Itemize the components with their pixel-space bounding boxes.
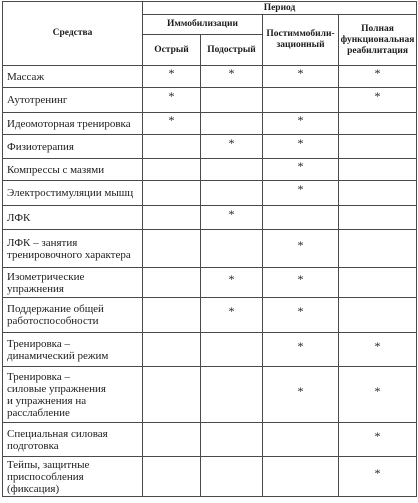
row-label: Тейпы, защитные приспособления (фиксация) bbox=[3, 457, 143, 497]
rehab-table-container bbox=[2, 1, 416, 497]
row-label: Тренировка – силовые упражнения и упражнения на расслабление bbox=[3, 367, 143, 423]
asterisk-mark: * bbox=[374, 383, 381, 398]
header-subacute: Подострый bbox=[201, 35, 263, 66]
asterisk-mark: * bbox=[374, 465, 381, 480]
table-row bbox=[3, 298, 417, 333]
asterisk-mark: * bbox=[228, 65, 235, 80]
mark-cell-post-immobilization bbox=[263, 268, 339, 298]
mark-cell-acute bbox=[143, 66, 201, 88]
header-period: Период bbox=[143, 2, 417, 15]
table-row bbox=[3, 135, 417, 159]
mark-cell-post-immobilization bbox=[263, 298, 339, 333]
mark-cell-acute bbox=[143, 88, 201, 113]
row-label: ЛФК bbox=[3, 206, 143, 230]
mark-cell-full-rehabilitation bbox=[339, 268, 417, 298]
table-row bbox=[3, 268, 417, 298]
asterisk-mark: * bbox=[374, 65, 381, 80]
mark-cell-post-immobilization bbox=[263, 206, 339, 230]
asterisk-mark: * bbox=[228, 135, 235, 150]
row-label: Тренировка – динамический режим bbox=[3, 333, 143, 367]
asterisk-mark: * bbox=[297, 135, 304, 150]
asterisk-mark: * bbox=[297, 237, 304, 252]
mark-cell-full-rehabilitation bbox=[339, 88, 417, 113]
row-label: Компрессы с мазями bbox=[3, 159, 143, 181]
table-row bbox=[3, 333, 417, 367]
asterisk-mark: * bbox=[168, 89, 175, 103]
mark-cell-full-rehabilitation bbox=[339, 333, 417, 367]
table-row bbox=[3, 367, 417, 423]
mark-cell-full-rehabilitation bbox=[339, 113, 417, 135]
asterisk-mark: * bbox=[297, 65, 304, 80]
table-row bbox=[3, 230, 417, 268]
mark-cell-subacute bbox=[201, 423, 263, 457]
table-body bbox=[3, 66, 417, 497]
asterisk-mark: * bbox=[297, 383, 304, 398]
asterisk-mark: * bbox=[228, 304, 235, 318]
row-label: Физиотерапия bbox=[3, 135, 143, 159]
mark-cell-full-rehabilitation bbox=[339, 298, 417, 333]
asterisk-mark: * bbox=[374, 338, 381, 353]
asterisk-mark: * bbox=[297, 304, 304, 318]
mark-cell-acute bbox=[143, 206, 201, 230]
asterisk-mark: * bbox=[297, 271, 304, 286]
mark-cell-post-immobilization bbox=[263, 88, 339, 113]
asterisk-mark: * bbox=[228, 206, 235, 221]
mark-cell-acute bbox=[143, 268, 201, 298]
mark-cell-acute bbox=[143, 230, 201, 268]
mark-cell-full-rehabilitation bbox=[339, 159, 417, 181]
header-post-immobilization: Постиммобили- зационный bbox=[263, 15, 339, 66]
asterisk-mark: * bbox=[297, 338, 304, 353]
mark-cell-post-immobilization bbox=[263, 457, 339, 497]
mark-cell-post-immobilization bbox=[263, 333, 339, 367]
mark-cell-acute bbox=[143, 135, 201, 159]
mark-cell-subacute bbox=[201, 66, 263, 88]
row-label: Аутотренинг bbox=[3, 88, 143, 113]
mark-cell-post-immobilization bbox=[263, 423, 339, 457]
mark-cell-post-immobilization bbox=[263, 230, 339, 268]
asterisk-mark: * bbox=[168, 112, 175, 127]
mark-cell-acute bbox=[143, 181, 201, 206]
header-immobilization: Иммобилизации bbox=[143, 15, 263, 35]
table-row bbox=[3, 206, 417, 230]
mark-cell-full-rehabilitation bbox=[339, 135, 417, 159]
mark-cell-subacute bbox=[201, 333, 263, 367]
row-label: Идеомоторная тренировка bbox=[3, 113, 143, 135]
asterisk-mark: * bbox=[374, 428, 381, 443]
mark-cell-subacute bbox=[201, 88, 263, 113]
mark-cell-post-immobilization bbox=[263, 367, 339, 423]
row-label: ЛФК – занятия тренировочного характера bbox=[3, 230, 143, 268]
mark-cell-subacute bbox=[201, 268, 263, 298]
mark-cell-post-immobilization bbox=[263, 159, 339, 181]
asterisk-mark: * bbox=[297, 158, 304, 173]
header-acute: Острый bbox=[143, 35, 201, 66]
mark-cell-acute bbox=[143, 367, 201, 423]
row-label: Поддержание общей работоспособности bbox=[3, 298, 143, 333]
mark-cell-acute bbox=[143, 423, 201, 457]
mark-cell-subacute bbox=[201, 206, 263, 230]
table-row bbox=[3, 88, 417, 113]
mark-cell-full-rehabilitation bbox=[339, 230, 417, 268]
header-means: Средства bbox=[3, 2, 143, 66]
asterisk-mark: * bbox=[297, 112, 304, 127]
asterisk-mark: * bbox=[168, 65, 175, 80]
mark-cell-subacute bbox=[201, 457, 263, 497]
mark-cell-acute bbox=[143, 457, 201, 497]
row-label: Массаж bbox=[3, 66, 143, 88]
mark-cell-acute bbox=[143, 298, 201, 333]
mark-cell-full-rehabilitation bbox=[339, 423, 417, 457]
mark-cell-full-rehabilitation bbox=[339, 367, 417, 423]
mark-cell-post-immobilization bbox=[263, 181, 339, 206]
mark-cell-full-rehabilitation bbox=[339, 181, 417, 206]
mark-cell-post-immobilization bbox=[263, 66, 339, 88]
mark-cell-subacute bbox=[201, 135, 263, 159]
mark-cell-acute bbox=[143, 159, 201, 181]
header-full-rehabilitation: Полная функциональная реабилитация bbox=[339, 15, 417, 66]
mark-cell-full-rehabilitation bbox=[339, 206, 417, 230]
mark-cell-post-immobilization bbox=[263, 113, 339, 135]
mark-cell-subacute bbox=[201, 367, 263, 423]
row-label: Специальная силовая подготовка bbox=[3, 423, 143, 457]
row-label: Электростимуляции мышц bbox=[3, 181, 143, 206]
asterisk-mark: * bbox=[297, 182, 304, 196]
table-row bbox=[3, 159, 417, 181]
mark-cell-subacute bbox=[201, 181, 263, 206]
table-row bbox=[3, 181, 417, 206]
table-row bbox=[3, 423, 417, 457]
asterisk-mark: * bbox=[374, 89, 381, 103]
table-row bbox=[3, 66, 417, 88]
asterisk-mark: * bbox=[228, 271, 235, 286]
row-label: Изометрические упражнения bbox=[3, 268, 143, 298]
rehab-means-table bbox=[2, 1, 417, 497]
mark-cell-acute bbox=[143, 113, 201, 135]
mark-cell-full-rehabilitation bbox=[339, 457, 417, 497]
mark-cell-subacute bbox=[201, 298, 263, 333]
mark-cell-subacute bbox=[201, 113, 263, 135]
mark-cell-full-rehabilitation bbox=[339, 66, 417, 88]
mark-cell-acute bbox=[143, 333, 201, 367]
mark-cell-subacute bbox=[201, 159, 263, 181]
mark-cell-post-immobilization bbox=[263, 135, 339, 159]
mark-cell-subacute bbox=[201, 230, 263, 268]
table-row bbox=[3, 457, 417, 497]
table-row bbox=[3, 113, 417, 135]
